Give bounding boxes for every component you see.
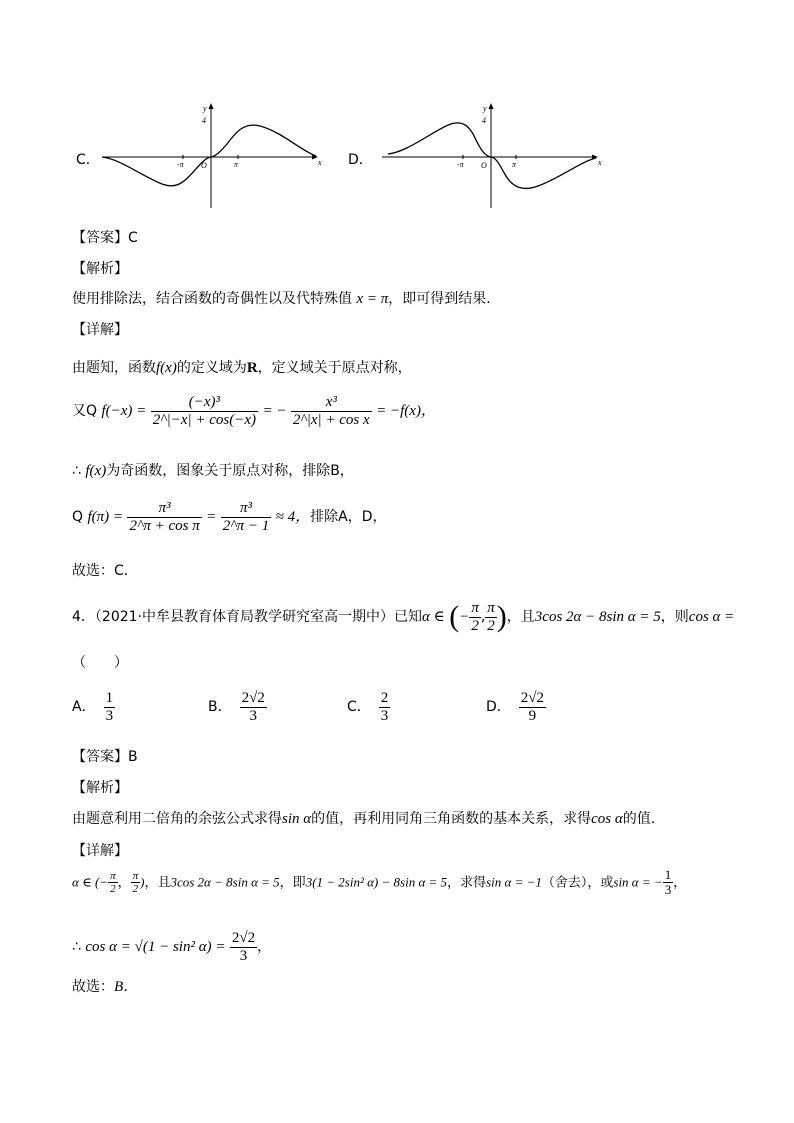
fraction: $\frac{\text{π³}}{2\^{}\pi - 1}$ [222,500,270,534]
q4-answer: 【答案】B [72,749,138,765]
q4-stem: 4．（2021·中牟县教育体育局教学研究室高一期中）已知α ∈ (− $\frac{\pi}{2}$ , $\frac{\pi}{2}$ )，且3cos 2α − 8sin α = 5，则cos α = [72,600,735,634]
y-axis-label: y [483,104,487,113]
fraction: $\frac{\text{(−x)³}}{2\^{}|-x| + \cos(-x)}$ [152,394,256,428]
q3-answer [72,227,138,247]
origin-label: O [201,161,207,170]
tick-neg-pi: -π [457,160,464,169]
graph-d [380,100,610,210]
tick-4: 4 [482,116,486,125]
x-axis-label: x [318,158,322,167]
q4-option-d: D． $\frac{2√2}{9}$ [486,690,545,724]
q3-detail-line-1: 由题知，函数f(x)的定义域为R，定义域关于原点对称， [72,360,412,376]
tick-pi: π [512,160,517,169]
analysis-math: x = π [356,291,389,307]
origin-label: O [481,161,487,170]
q3-detail-line-4: Q f(π) = $\frac{\text{π³}}{\text{2\textasciicircum{}π + cos π}}$ = $\frac{\text{π³}}{2\^{}\pi - 1}$ ≈ 4，排除A，D， [72,500,387,534]
y-axis-label: y [203,104,207,113]
graph-c [100,100,330,210]
fraction: $\frac{\text{x³}}{\text{2\textasciicircum{}|x| + cos x}}$ [292,394,370,428]
q4-option-b: B． $\frac{2√2}{3}$ [208,690,265,724]
tick-neg-pi: -π [177,160,184,169]
q3-analysis-text: 使用排除法，结合函数的奇偶性以及代特殊值 x = π，即可得到结果. [72,291,491,307]
q4-analysis-label: 【解析】 [72,780,128,796]
q3-detail-label: 【详解】 [72,322,128,338]
option-c-label: C． [76,152,100,168]
q4-detail-line-1: α ∈ (− $\frac{\pi}{2}$ ， $\frac{\pi}{2}$ )，且3cos 2α − 8sin α = 5，即3(1 − 2sin² α) − 8sin α = 5，求得sin α = −1（舍去），或sin α = − $\frac{1}{3}$ ， [72,867,687,898]
q3-analysis-label: 【解析】 [72,261,128,277]
q4-option-c: C． $\frac{2}{3}$ [347,690,389,724]
q3-detail-line-3: ∴ f(x)为奇函数，图象关于原点对称，排除B， [72,463,354,479]
q3-choose: 故选：C． [72,563,138,579]
q4-detail-line-2: ∴ cos α = √(1 − sin² α) = $\frac{2√2}{3}$ ， [72,930,272,964]
fraction: $\frac{\text{π³}}{\text{2\textasciicircum{}π + cos π}}$ [129,500,200,534]
q4-analysis-text: 由题意利用二倍角的余弦公式求得sin α的值，再利用同角三角函数的基本关系，求得cos α的值. [72,811,656,827]
x-axis-label: x [598,158,602,167]
q4-choose: 故选：B． [72,979,139,995]
answer-label: 【答案】 [72,230,128,246]
q4-blank: （ ） [72,655,128,671]
option-d-label: D． [348,152,373,168]
tick-4: 4 [202,116,206,125]
q4-option-a: A． $\frac{1}{3}$ [72,690,114,724]
tick-pi: π [234,160,239,169]
answer-value: C [128,230,138,246]
q3-detail-line-2: 又Q f(−x) = $\frac{\text{(−x)³}}{2\^{}|-x| + \cos(-x)}$ = − $\frac{\text{x³}}{\text{2\textasciicircum{}|x| + cos x}}$ = −f(x)， [72,394,436,428]
q4-detail-label: 【详解】 [72,843,128,859]
